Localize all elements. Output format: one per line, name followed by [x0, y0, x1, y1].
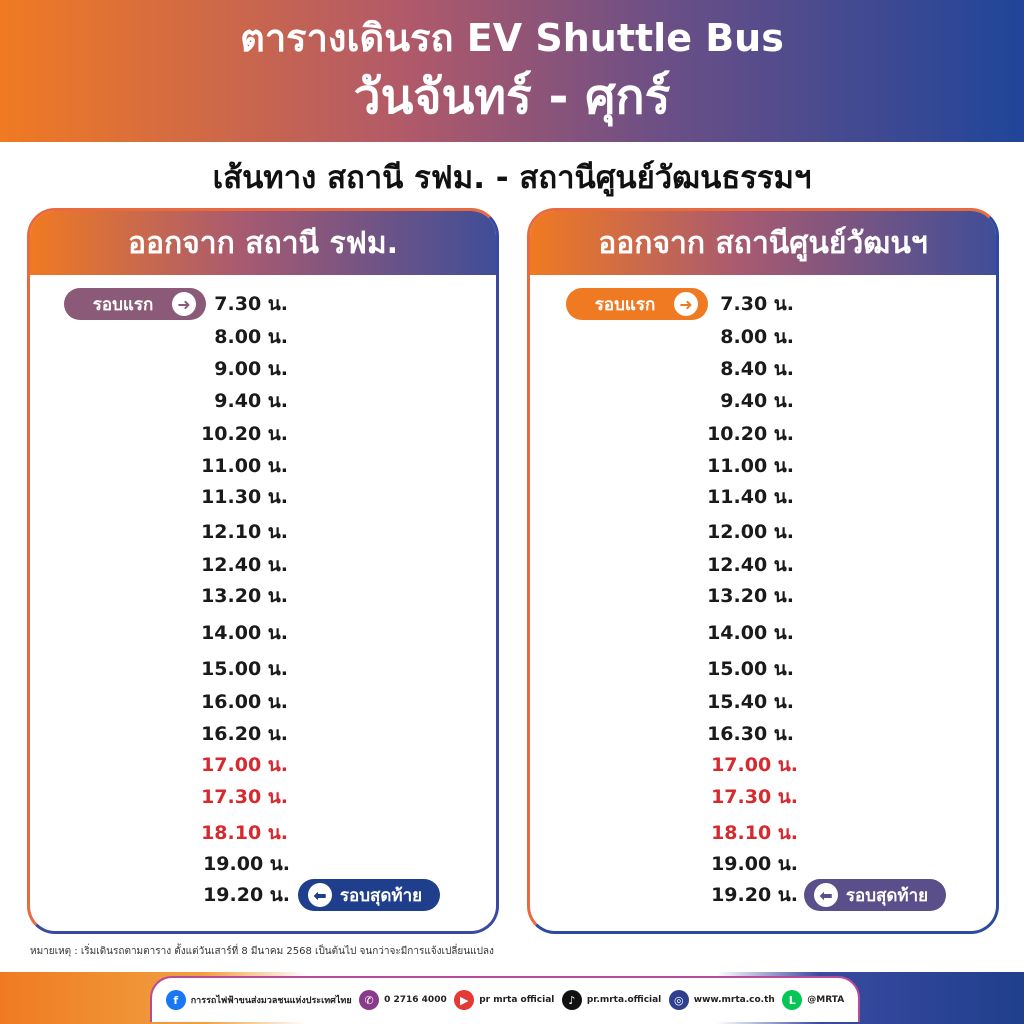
- tiktok-label: pr.mrta.official: [586, 995, 662, 1005]
- facebook-link[interactable]: [166, 990, 352, 1010]
- facebook-icon: f: [166, 990, 186, 1010]
- website-link[interactable]: [669, 990, 775, 1010]
- schedule-panel-right: [527, 208, 999, 934]
- first-round-label: รอบแรก: [92, 294, 154, 315]
- youtube-label: pr mrta official: [479, 995, 555, 1005]
- departure-time-evening: 18.10 น.: [201, 822, 288, 844]
- departure-time: 15.40 น.: [707, 691, 794, 713]
- departure-time-evening: 17.30 น.: [201, 786, 288, 808]
- phone-label: 0 2716 4000: [384, 995, 447, 1005]
- departure-time-evening: 17.00 น.: [201, 754, 288, 776]
- departure-time: 12.40 น.: [201, 554, 288, 576]
- departure-time: 13.20 น.: [201, 585, 288, 607]
- line-label: @MRTA: [807, 995, 845, 1005]
- departure-time: 19.20 น.: [203, 884, 290, 906]
- departure-time: 11.40 น.: [707, 486, 794, 508]
- departure-time-evening: 17.00 น.: [711, 754, 798, 776]
- departure-time: 19.20 น.: [711, 884, 798, 906]
- departure-time: 15.00 น.: [201, 658, 288, 680]
- header-banner: [0, 0, 1024, 142]
- page-title: ตารางเดินรถ EV Shuttle Bus: [240, 16, 784, 60]
- departure-time: 12.00 น.: [707, 521, 794, 543]
- departure-time: 14.00 น.: [201, 622, 288, 644]
- departure-time: 10.20 น.: [707, 423, 794, 445]
- departure-time: 14.00 น.: [707, 622, 794, 644]
- departure-time: 8.00 น.: [720, 326, 794, 348]
- schedule-panel-left: [27, 208, 499, 934]
- departure-time: 10.20 น.: [201, 423, 288, 445]
- line-icon: L: [782, 990, 802, 1010]
- last-round-badge: [298, 879, 440, 911]
- departure-time: 11.00 น.: [707, 455, 794, 477]
- departure-time: 11.00 น.: [201, 455, 288, 477]
- arrow-left-icon: ⬅: [308, 883, 332, 907]
- departure-time: 12.10 น.: [201, 521, 288, 543]
- first-round-label: รอบแรก: [594, 294, 656, 315]
- departure-time: 9.00 น.: [214, 358, 288, 380]
- line-link[interactable]: [782, 990, 844, 1010]
- arrow-left-icon: ⬅: [814, 883, 838, 907]
- departure-time: 16.00 น.: [201, 691, 288, 713]
- departure-time: 19.00 น.: [711, 853, 798, 875]
- departure-time: 7.30 น.: [720, 293, 794, 315]
- youtube-link[interactable]: [454, 990, 554, 1010]
- tiktok-icon: ♪: [562, 990, 582, 1010]
- globe-icon: ◎: [669, 990, 689, 1010]
- departure-time: 9.40 น.: [214, 390, 288, 412]
- arrow-right-icon: ➜: [172, 292, 196, 316]
- last-round-label: รอบสุดท้าย: [339, 885, 423, 906]
- contact-footer: [150, 976, 860, 1022]
- facebook-label: การรถไฟฟ้าขนส่งมวลชนแห่งประเทศไทย: [190, 996, 352, 1006]
- last-round-badge: [804, 879, 946, 911]
- page-subtitle: วันจันทร์ - ศุกร์: [353, 69, 671, 125]
- departure-time: 15.00 น.: [707, 658, 794, 680]
- footnote: หมายเหตุ : เริ่มเดินรถตามตาราง ตั้งแต่วันเสาร์ที่ 8 มีนาคม 2568 เป็นต้นไป จนกว่าจะมีการแจ้งเปลี่ยนแปลง: [30, 946, 494, 957]
- last-round-label: รอบสุดท้าย: [845, 885, 929, 906]
- departure-time: 8.40 น.: [720, 358, 794, 380]
- panel-heading-left: ออกจาก สถานี รฟม.: [30, 211, 496, 275]
- departure-time: 8.00 น.: [214, 326, 288, 348]
- departure-time: 9.40 น.: [720, 390, 794, 412]
- website-label: www.mrta.co.th: [693, 995, 775, 1005]
- departure-time: 16.20 น.: [201, 723, 288, 745]
- phone-link[interactable]: [359, 990, 447, 1010]
- departure-time: 7.30 น.: [214, 293, 288, 315]
- time-list-right: [530, 275, 996, 925]
- arrow-right-icon: ➜: [674, 292, 698, 316]
- route-title: เส้นทาง สถานี รฟม. - สถานีศูนย์วัฒนธรรมฯ: [212, 160, 812, 196]
- departure-time-evening: 18.10 น.: [711, 822, 798, 844]
- time-list-left: [30, 275, 496, 925]
- departure-time: 13.20 น.: [707, 585, 794, 607]
- panel-heading-right: ออกจาก สถานีศูนย์วัฒนฯ: [530, 211, 996, 275]
- tiktok-link[interactable]: [562, 990, 661, 1010]
- youtube-icon: ▶: [454, 990, 474, 1010]
- departure-time: 16.30 น.: [707, 723, 794, 745]
- phone-icon: ✆: [359, 990, 379, 1010]
- departure-time: 12.40 น.: [707, 554, 794, 576]
- departure-time: 11.30 น.: [201, 486, 288, 508]
- departure-time-evening: 17.30 น.: [711, 786, 798, 808]
- departure-time: 19.00 น.: [203, 853, 290, 875]
